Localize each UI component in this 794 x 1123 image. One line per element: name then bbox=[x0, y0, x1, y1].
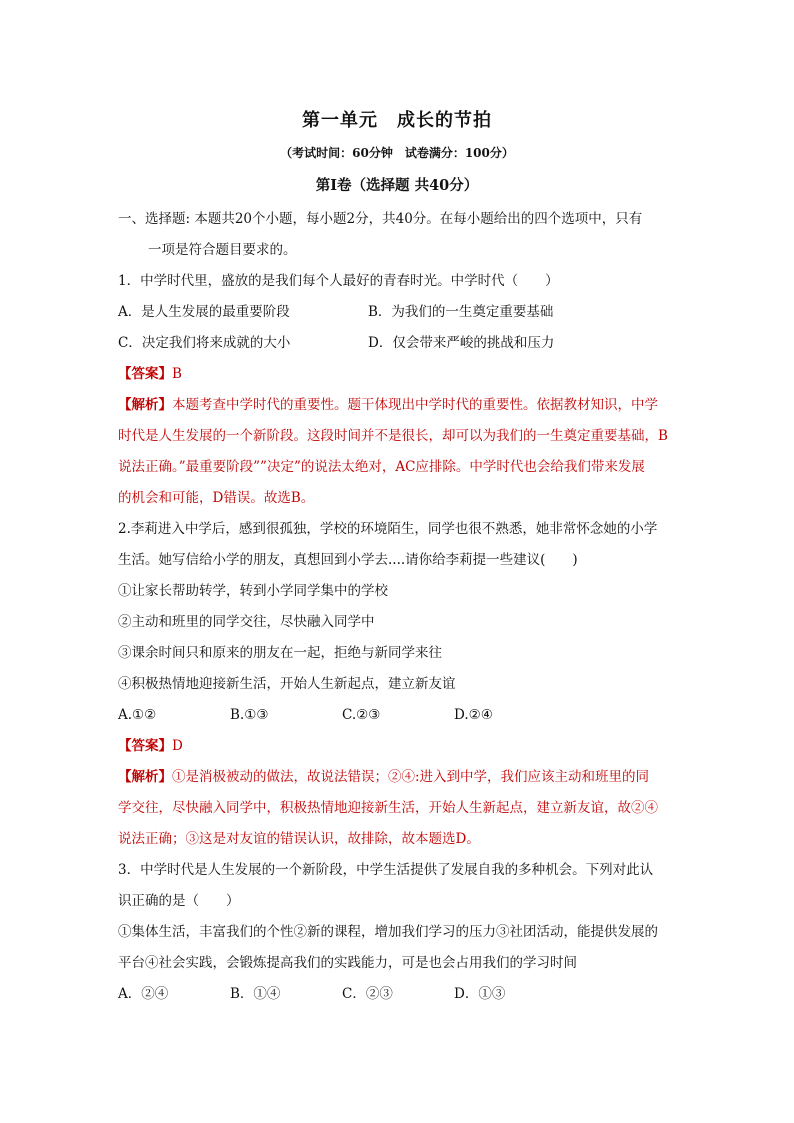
option-c: C．决定我们将来成就的大小 bbox=[118, 335, 291, 351]
answer-value: B bbox=[172, 366, 182, 382]
question-2-options bbox=[118, 700, 678, 731]
option-a: A．②④ bbox=[118, 986, 169, 1002]
question-2-stem: 2.李莉进入中学后，感到很孤独，学校的环境陌生，同学也很不熟悉，她非常怀念她的小学 bbox=[118, 521, 658, 537]
analysis-line: 的机会和可能，D错误。故选B。 bbox=[118, 490, 315, 506]
question-2-stem-cont: 生活。她写信给小学的朋友，真想回到小学去....请你给李莉提一些建议( ) bbox=[118, 552, 578, 568]
page-title: 第一单元 成长的节拍 bbox=[302, 110, 492, 131]
question-3-stem: 3．中学时代是人生发展的一个新阶段，中学生活提供了发展自我的多种机会。下列对此认 bbox=[118, 862, 654, 878]
section-instruction: 一、选择题: 本题共20个小题，每小题2分，共40分。在每小题给出的四个选项中，只有 bbox=[118, 211, 643, 227]
analysis-tag: 【解析】 bbox=[118, 769, 172, 785]
question-1-options-row2 bbox=[118, 328, 678, 359]
option-b: B.①③ bbox=[230, 707, 269, 723]
question-3-body-cont: 平台④社会实践，会锻炼提高我们的实践能力，可是也会占用我们的学习时间 bbox=[118, 955, 577, 971]
option-b: B．①④ bbox=[230, 986, 281, 1002]
option-a: A.①② bbox=[118, 707, 157, 723]
question-2-item: ③课余时间只和原来的朋友在一起，拒绝与新同学来往 bbox=[118, 645, 442, 661]
question-2-answer bbox=[118, 731, 678, 762]
section-instruction-cont: 一项是符合题目要求的。 bbox=[148, 242, 297, 258]
question-3-body: ①集体生活，丰富我们的个性②新的课程，增加我们学习的压力③社团活动，能提供发展的 bbox=[118, 924, 658, 940]
analysis-line: 时代是人生发展的一个新阶段。这段时间并不是很长，却可以为我们的一生奠定重要基础，B bbox=[118, 428, 668, 444]
analysis-tag: 【解析】 bbox=[118, 397, 172, 413]
option-d: D．①③ bbox=[454, 986, 506, 1002]
volume-heading: 第Ⅰ卷（选择题 共40分） bbox=[315, 177, 479, 194]
option-c: C.②③ bbox=[342, 707, 381, 723]
option-b: B．为我们的一生奠定重要基础 bbox=[368, 304, 554, 320]
answer-value: D bbox=[172, 738, 183, 754]
analysis-line: 本题考查中学时代的重要性。题干体现出中学时代的重要性。依据教材知识，中学 bbox=[172, 397, 658, 413]
answer-tag: 【答案】 bbox=[118, 366, 172, 382]
analysis-line: 学交往，尽快融入同学中，积极热情地迎接新生活，开始人生新起点，建立新友谊，故②④ bbox=[118, 800, 658, 816]
question-1-analysis bbox=[118, 390, 678, 421]
analysis-line: 说法正确；③这是对友谊的错误认识，故排除，故本题选D。 bbox=[118, 831, 480, 847]
question-2-item: ①让家长帮助转学，转到小学同学集中的学校 bbox=[118, 583, 388, 599]
option-a: A．是人生发展的最重要阶段 bbox=[118, 304, 290, 320]
question-2-item: ④积极热情地迎接新生活，开始人生新起点，建立新友谊 bbox=[118, 676, 456, 692]
question-3-options bbox=[118, 979, 678, 1010]
option-d: D.②④ bbox=[454, 707, 493, 723]
analysis-line: ①是消极被动的做法，故说法错误；②④:进入到中学，我们应该主动和班里的同 bbox=[172, 769, 650, 785]
question-1-stem: 1．中学时代里，盛放的是我们每个人最好的青春时光。中学时代（ ） bbox=[118, 273, 559, 289]
option-d: D．仅会带来严峻的挑战和压力 bbox=[368, 335, 555, 351]
question-2-analysis bbox=[118, 762, 678, 793]
question-3-stem-cont: 识正确的是（ ） bbox=[118, 893, 240, 909]
question-2-item: ②主动和班里的同学交往，尽快融入同学中 bbox=[118, 614, 375, 630]
exam-content bbox=[118, 204, 678, 1010]
exam-info: （考试时间：60分钟 试卷满分：100分） bbox=[280, 146, 514, 160]
analysis-line: 说法正确。”最重要阶段””决定”的说法太绝对，AC应排除。中学时代也会给我们带来发展 bbox=[118, 459, 645, 475]
answer-tag: 【答案】 bbox=[118, 738, 172, 754]
question-1-options-row1 bbox=[118, 297, 678, 328]
question-1-answer bbox=[118, 359, 678, 390]
option-c: C．②③ bbox=[342, 986, 393, 1002]
